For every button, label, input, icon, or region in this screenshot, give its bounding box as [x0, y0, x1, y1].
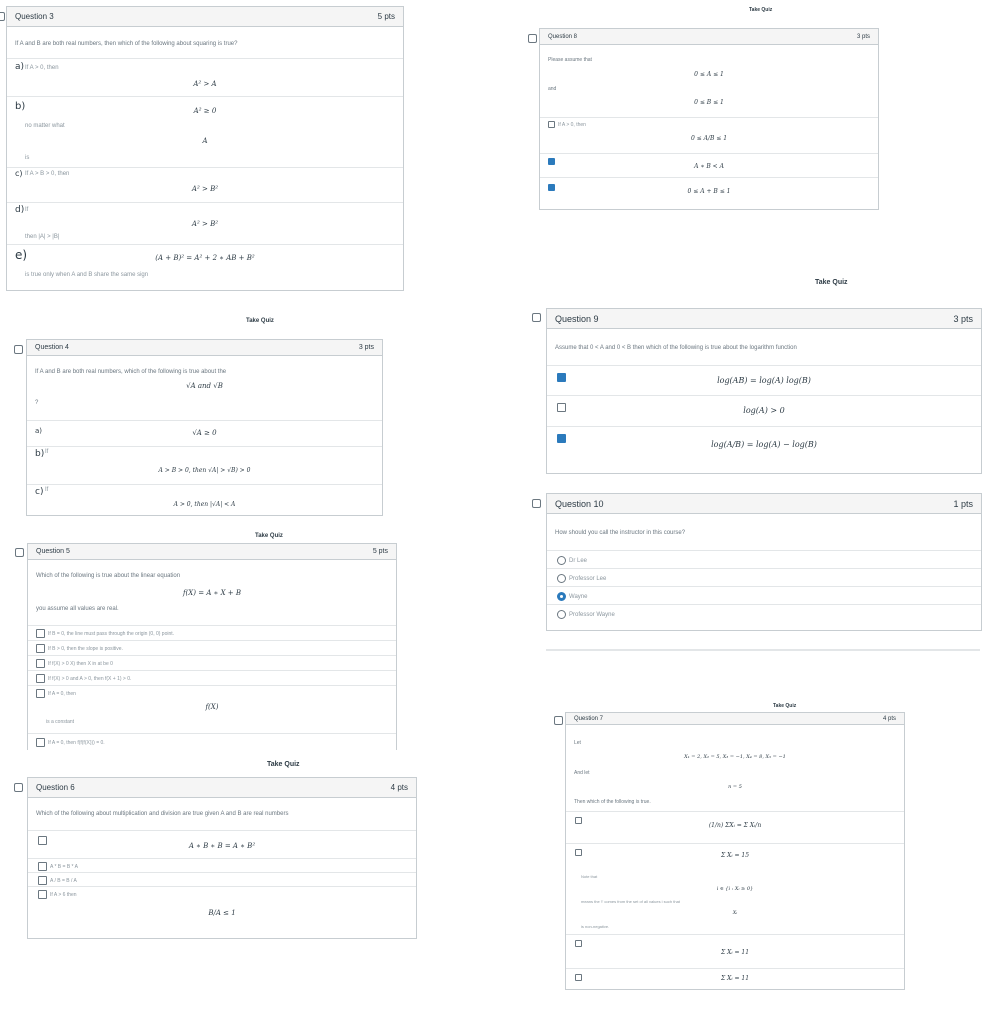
answer-option[interactable] [540, 153, 878, 178]
flag-icon[interactable] [14, 345, 23, 354]
question-3-panel [0, 0, 410, 295]
question-title: Question 7 [574, 715, 604, 722]
answer-option[interactable] [540, 177, 878, 209]
question-prompt: Assume that 0 < A and 0 < B then which of the following is true about the logarithm function [555, 345, 797, 351]
question-header [7, 7, 403, 27]
option-math: log(AB) = log(A) log(B) [717, 376, 811, 385]
prompt-continued: you assume all values are real. [36, 606, 119, 612]
question-points: 4 pts [882, 715, 896, 722]
option-math: A² > B² [191, 185, 219, 193]
question-5-panel [0, 528, 410, 748]
checkbox[interactable] [36, 629, 45, 638]
question-10-card [546, 493, 982, 631]
prompt-math: X₁ = 2, X₂ = 5, X₃ = −1, X₄ = 8, X₅ = −1 [684, 754, 786, 760]
take-quiz-heading: Take Quiz [267, 761, 300, 768]
answer-option[interactable] [28, 625, 396, 641]
prompt-and: And let [574, 770, 590, 776]
option-text: If A > 0, then [558, 121, 586, 128]
question-header [28, 778, 416, 798]
answer-option[interactable] [28, 872, 416, 887]
question-8-panel [518, 0, 893, 212]
option-text: Wayne [569, 594, 588, 601]
question-points: 5 pts [377, 12, 395, 21]
question-title: Question 8 [548, 33, 578, 40]
question-header [566, 713, 904, 725]
option-text: If f(X) > 0 and A > 0, then f(X + 1) > 0. [48, 675, 132, 682]
question-header [27, 340, 382, 356]
option-math: A² ≥ 0 [193, 107, 217, 115]
question-prompt: How should you call the instructor in this course? [555, 530, 686, 536]
option-text: A * B = B * A [50, 863, 78, 870]
question-5-card [27, 543, 397, 750]
option-text: then |A| > |B| [25, 234, 60, 240]
radio-button[interactable] [557, 556, 566, 565]
answer-option[interactable] [28, 886, 416, 938]
question-title: Question 6 [36, 783, 75, 792]
question-points: 1 pts [953, 498, 973, 509]
question-6-panel [0, 752, 470, 944]
question-header [547, 309, 981, 329]
answer-option[interactable] [566, 843, 904, 935]
prompt-math: 0 ≤ B ≤ 1 [694, 99, 724, 106]
option-text: If [45, 487, 49, 493]
checkbox[interactable] [38, 862, 47, 871]
checkbox[interactable] [36, 738, 45, 747]
question-7-card [565, 712, 905, 990]
flag-icon[interactable] [528, 34, 537, 43]
option-text: If A > 0, then [25, 65, 59, 71]
checkbox[interactable] [575, 940, 582, 947]
checkbox[interactable] [36, 689, 45, 698]
radio-button[interactable] [557, 574, 566, 583]
answer-option[interactable] [27, 484, 382, 515]
option-letter: d) [15, 205, 25, 215]
option-math: √A ≥ 0 [192, 429, 217, 437]
prompt-then: Then which of the following is true. [574, 799, 651, 805]
option-text: If B > 0, then the slope is positive. [48, 645, 123, 652]
option-math: Σ Xᵢ = 11 [720, 949, 750, 956]
option-math: A [202, 137, 208, 145]
option-letter: a) [15, 62, 25, 72]
answer-option[interactable] [28, 858, 416, 873]
option-math: A > 0, then |√A| < A [173, 501, 236, 508]
radio-button-selected[interactable] [557, 592, 566, 601]
prompt-math: 0 ≤ A ≤ 1 [694, 71, 724, 78]
radio-button[interactable] [557, 610, 566, 619]
answer-option[interactable] [547, 426, 981, 473]
question-prompt: Please assume that [548, 57, 592, 63]
option-text: is non-negative. [581, 924, 610, 929]
option-math: B/A ≤ 1 [208, 909, 236, 917]
take-quiz-heading: Take Quiz [773, 703, 797, 709]
answer-option[interactable] [28, 685, 396, 734]
take-quiz-heading: Take Quiz [815, 279, 848, 286]
question-6-card [27, 777, 417, 939]
prompt-and: and [548, 86, 557, 92]
option-text: means the 'i' comes from the set of all values i such that [581, 899, 680, 904]
answer-option[interactable] [566, 811, 904, 844]
option-text: If f(X) > 0 X) then X in at be 0 [48, 660, 113, 667]
question-points: 3 pts [856, 33, 870, 40]
question-4-panel [0, 312, 428, 522]
option-letter: c) [35, 487, 44, 497]
option-math: 0 ≤ A/B ≤ 1 [690, 135, 728, 142]
question-9-card [546, 308, 982, 474]
answer-option[interactable] [7, 202, 403, 245]
option-text: If A = 0, then f(f(f(X))) = 0. [48, 739, 105, 746]
question-8-card [539, 28, 879, 210]
checkbox[interactable] [36, 659, 45, 668]
option-math: i ∈ {i : Xᵢ ≥ 0} [716, 886, 754, 892]
question-prompt: Let [574, 740, 581, 746]
answer-option[interactable] [540, 117, 878, 154]
answer-option[interactable] [547, 568, 981, 587]
option-text: If A = 0, then [48, 690, 76, 697]
flag-icon[interactable] [15, 548, 24, 557]
question-9-panel [512, 268, 987, 484]
option-math: (A + B)² = A² + 2 ∗ AB + B² [155, 254, 255, 262]
flag-icon[interactable] [554, 716, 563, 725]
question-points: 3 pts [358, 344, 374, 351]
answer-option[interactable] [28, 830, 416, 859]
option-text: Professor Lee [569, 576, 607, 583]
option-math: A ∗ B ∗ B = A ∗ B² [188, 842, 256, 850]
flag-icon[interactable] [532, 499, 541, 508]
answer-option[interactable] [7, 167, 403, 203]
question-title: Question 10 [555, 498, 604, 509]
option-math: f(X) [205, 703, 219, 711]
option-letter: b) [15, 101, 26, 112]
option-text: is [25, 155, 30, 161]
option-letter: c) [15, 169, 23, 178]
question-title: Question 4 [35, 344, 69, 351]
answer-option[interactable] [547, 550, 981, 569]
option-math: A ∗ B < A [694, 163, 724, 170]
option-math: log(A) > 0 [743, 406, 785, 415]
question-prompt: Which of the following is true about the linear equation [36, 573, 181, 579]
question-title: Question 9 [555, 313, 599, 324]
answer-option[interactable] [7, 96, 403, 168]
option-text: If A > B > 0, then [25, 171, 70, 177]
option-text: Note that [581, 874, 598, 879]
question-points: 4 pts [390, 783, 408, 792]
answer-option[interactable] [566, 934, 904, 969]
answer-option[interactable] [27, 446, 382, 485]
checkbox[interactable] [548, 121, 555, 128]
answer-option[interactable] [28, 733, 396, 750]
prompt-end: ? [35, 400, 39, 406]
flag-icon[interactable] [0, 12, 5, 21]
question-title: Question 5 [36, 548, 70, 555]
checkbox[interactable] [38, 876, 47, 885]
option-text: is a constant [46, 719, 75, 725]
question-3-card [6, 6, 404, 291]
answer-option[interactable] [28, 670, 396, 686]
option-math: Σ Xᵢ = 11 [720, 975, 750, 982]
option-text: If A > 6 then [50, 891, 77, 898]
question-header [540, 29, 878, 45]
answer-option[interactable] [7, 58, 403, 97]
question-7-panel [545, 700, 920, 990]
option-math: (1/n) ΣXᵢ = Σ Xᵢ/n [708, 822, 762, 829]
option-text: Professor Wayne [569, 612, 615, 619]
answer-option[interactable] [7, 244, 403, 289]
answer-option[interactable] [547, 604, 981, 630]
answer-option[interactable] [547, 365, 981, 396]
prompt-math: n = 5 [728, 784, 742, 790]
question-header [28, 544, 396, 560]
question-prompt: Which of the following about multiplication and division are true given A and B are real numbers [36, 811, 289, 817]
checkbox[interactable] [38, 890, 47, 899]
option-text: Dr Lee [569, 558, 588, 565]
prompt-math: f(X) = A ∗ X + B [182, 589, 242, 597]
option-letter: b) [35, 449, 45, 459]
take-quiz-heading: Take Quiz [246, 318, 274, 324]
option-math: A² > B² [191, 220, 219, 228]
divider [546, 649, 980, 651]
question-prompt: If A and B are both real numbers, then which of the following about squaring is true? [15, 41, 238, 47]
take-quiz-heading: Take Quiz [749, 7, 773, 13]
answer-option[interactable] [28, 655, 396, 671]
question-10-panel [512, 484, 987, 656]
checkbox[interactable] [36, 644, 45, 653]
option-math: A² > A [193, 80, 217, 88]
option-text: is true only when A and B share the same sign [25, 272, 149, 278]
checkbox[interactable] [36, 674, 45, 683]
question-header [547, 494, 981, 514]
option-letter: e) [15, 248, 28, 262]
question-4-card [26, 339, 383, 516]
prompt-math: √A and √B [186, 382, 223, 390]
option-text: A / B = B / A [50, 877, 77, 884]
answer-option[interactable] [27, 420, 382, 447]
answer-option[interactable] [547, 395, 981, 427]
flag-icon[interactable] [14, 783, 23, 792]
option-math: Σ Xᵢ = 15 [720, 852, 750, 859]
option-math: A > B > 0, then √A| > √B) > 0 [158, 467, 251, 474]
option-text: no matter what [25, 123, 65, 129]
option-math: 0 ≤ A + B ≤ 1 [687, 188, 731, 195]
option-text: If B = 0, the line must pass through the origin (0, 0) point. [48, 630, 175, 637]
answer-option[interactable] [547, 586, 981, 605]
flag-icon[interactable] [532, 313, 541, 322]
question-title: Question 3 [15, 12, 54, 21]
option-text: If [25, 207, 29, 213]
question-points: 3 pts [953, 313, 973, 324]
option-math: log(A/B) = log(A) − log(B) [711, 440, 817, 449]
answer-option[interactable] [566, 968, 904, 989]
option-math: Xᵢ [732, 910, 738, 916]
question-points: 5 pts [372, 548, 388, 555]
option-text: If [45, 449, 49, 455]
take-quiz-heading: Take Quiz [255, 533, 283, 539]
answer-option[interactable] [28, 640, 396, 656]
question-prompt: If A and B are both real numbers, which of the following is true about the [35, 369, 227, 375]
option-letter: a) [35, 427, 43, 435]
